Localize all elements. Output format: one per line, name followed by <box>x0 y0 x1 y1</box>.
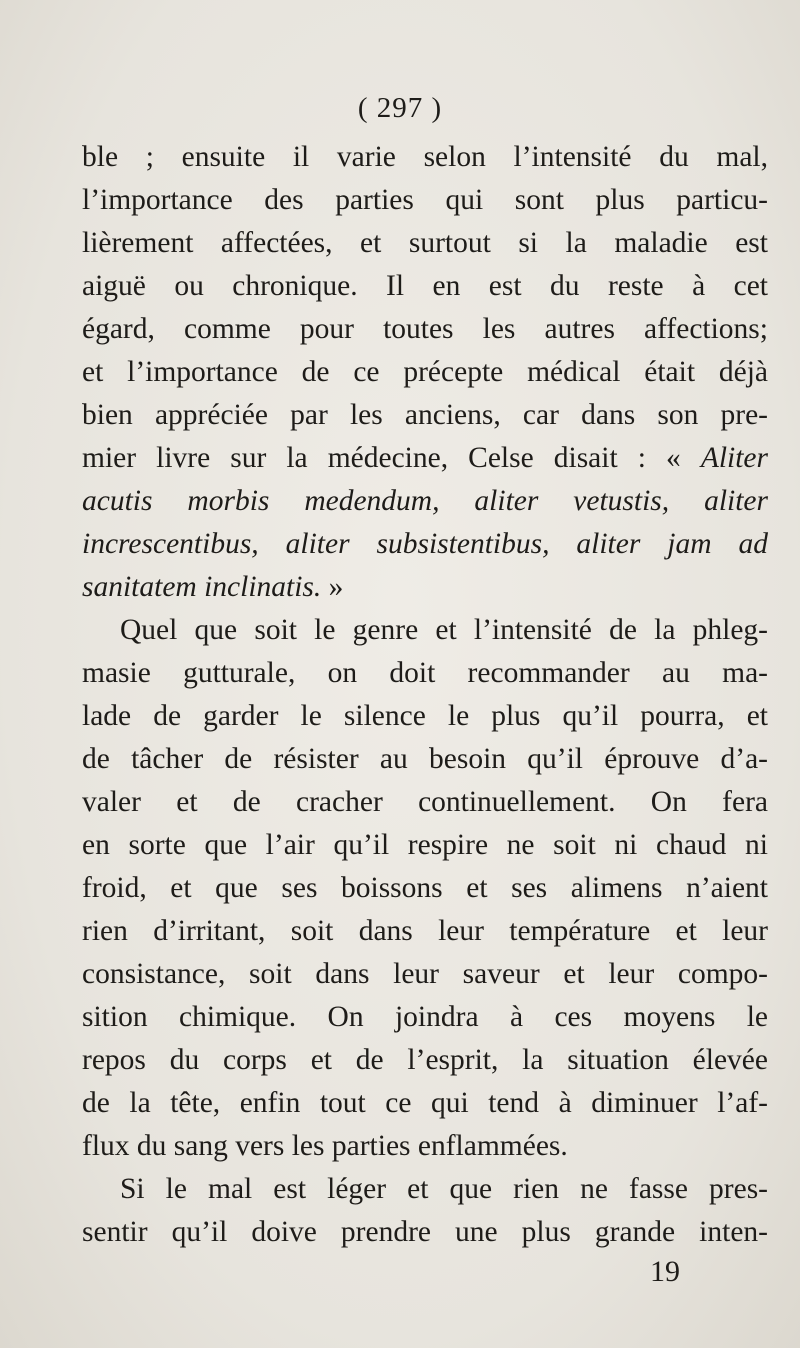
line-text: mier livre sur la médecine, Celse disait : « <box>82 442 701 474</box>
latin-quotation: Aliter <box>700 442 768 474</box>
text-line: consistance, soit dans leur saveur et leur compo- <box>82 958 768 990</box>
signature-mark: 19 <box>650 1255 680 1288</box>
text-line: ble ; ensuite il varie selon l’intensité du mal, <box>82 141 768 173</box>
text-line: de la tête, enfin tout ce qui tend à diminuer l’af- <box>82 1087 768 1119</box>
paragraph-start-line: Quel que soit le genre et l’intensité de la phleg- <box>120 614 768 646</box>
text-line: valer et de cracher continuellement. On fera <box>82 786 768 818</box>
text-line: sition chimique. On joindra à ces moyens le <box>82 1001 768 1033</box>
text-line: sentir qu’il doive prendre une plus grande inten- <box>82 1216 768 1248</box>
text-line: rien d’irritant, soit dans leur température et leur <box>82 915 768 947</box>
latin-quotation-line: increscentibus, aliter subsistentibus, aliter jam ad <box>82 528 768 560</box>
text-line <box>82 566 768 609</box>
closing-quote: » <box>321 571 344 603</box>
body-text <box>82 136 768 1254</box>
latin-quotation-line: acutis morbis medendum, aliter vetustis, aliter <box>82 485 768 517</box>
latin-quotation: sanitatem inclinatis. <box>82 571 322 603</box>
text-line: de tâcher de résister au besoin qu’il éprouve d’a- <box>82 743 768 775</box>
text-line: égard, comme pour toutes les autres affections; <box>82 313 768 345</box>
text-line: bien appréciée par les anciens, car dans son pre- <box>82 399 768 431</box>
text-line: lade de garder le silence le plus qu’il pourra, et <box>82 700 768 732</box>
text-line: et l’importance de ce précepte médical était déjà <box>82 356 768 388</box>
text-line: en sorte que l’air qu’il respire ne soit ni chaud ni <box>82 829 768 861</box>
text-line: aiguë ou chronique. Il en est du reste à cet <box>82 270 768 302</box>
text-line: froid, et que ses boissons et ses alimens n’aient <box>82 872 768 904</box>
text-line: lièrement affectées, et surtout si la maladie est <box>82 227 768 259</box>
text-line: repos du corps et de l’esprit, la situation élevée <box>82 1044 768 1076</box>
paragraph-start-line: Si le mal est léger et que rien ne fasse pres- <box>120 1173 768 1205</box>
text-line <box>82 437 768 480</box>
text-line: masie gutturale, on doit recommander au ma- <box>82 657 768 689</box>
text-line: l’importance des parties qui sont plus particu- <box>82 184 768 216</box>
page-number: ( 297 ) <box>357 92 443 124</box>
text-line: flux du sang vers les parties enflammées. <box>82 1130 568 1162</box>
